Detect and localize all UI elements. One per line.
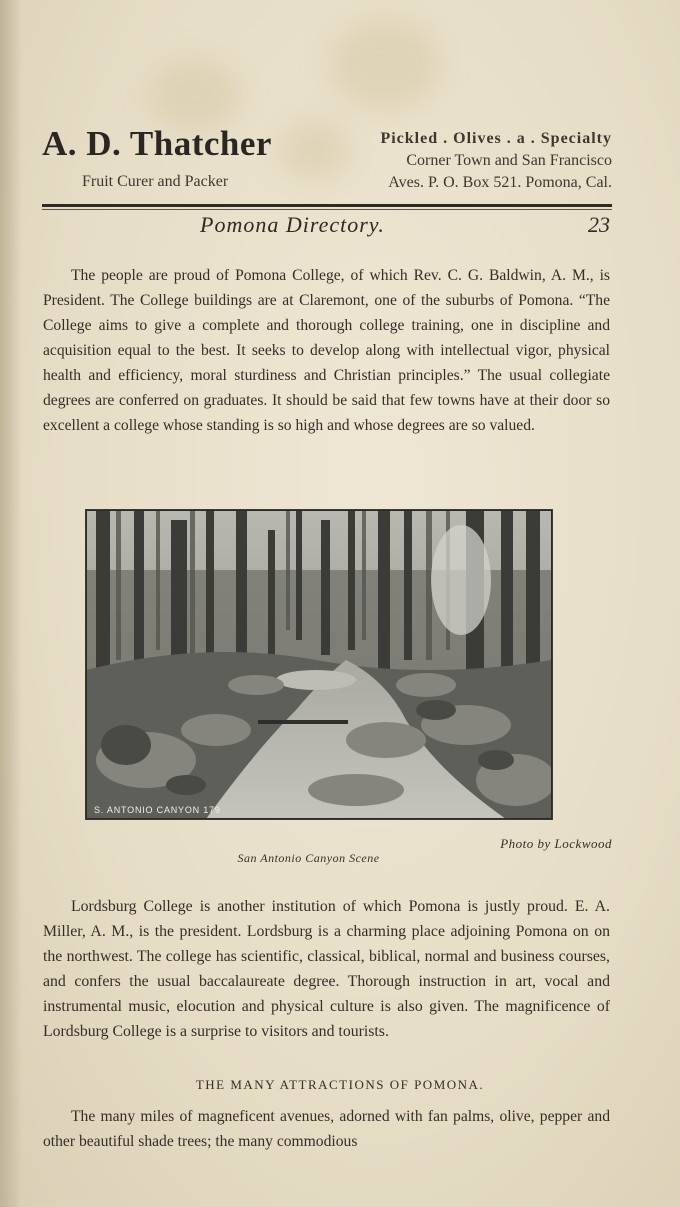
advertiser-address-line2: Aves. P. O. Box 521. Pomona, Cal. <box>388 174 612 191</box>
advertiser-details <box>380 128 612 194</box>
photo-caption: San Antonio Canyon Scene <box>237 851 380 865</box>
running-title: Pomona Directory. <box>200 212 385 237</box>
thatcher-advertisement <box>42 122 612 202</box>
header-rule <box>42 204 612 207</box>
advertiser-specialty: Pickled . Olives . a . Specialty <box>380 130 612 147</box>
paper-stain <box>150 60 240 130</box>
college-intro-paragraph: The people are proud of Pomona College, of which Rev. C. G. Baldwin, A. M., is President. The College buildings are at Claremont, one of the suburbs of Pomona. “The College aims to give a complete and thorough college training, one in discipline and acquisition equal to the best. It seeks to develop along with intellectual vigor, physical health and efficiency, moral sturdiness and Christian principles.” The usual collegiate degrees are conferred on graduates. It should be said that few towns have at their door so excellent a college whose standing is so high and whose degrees are so valued. <box>43 267 610 434</box>
photo-stamp: S. ANTONIO CANYON 179 <box>94 805 221 815</box>
lordsburg-paragraph: Lordsburg College is another institution of which Pomona is justly proud. E. A. Miller, A. M., is the president. Lordsburg is a charming place adjoining Pomona on on the northwest. The college has scientific, classical, biblical, normal and business courses, and confers the usual baccalaureate degree. Thorough instruction in art, vocal and instrumental music, elocution and physical culture is also given. The magnificence of Lordsburg College is a surprise to visitors and tourists. <box>43 898 610 1040</box>
canyon-photo-illustration <box>86 510 552 819</box>
page-gutter-shadow <box>0 0 22 1207</box>
advertiser-name: A. D. Thatcher <box>42 124 272 163</box>
header-rule-thin <box>42 209 612 210</box>
advertiser-address-line1: Corner Town and San Francisco <box>406 152 612 169</box>
advertiser-subtitle: Fruit Curer and Packer <box>82 173 229 190</box>
paper-stain <box>330 20 440 110</box>
section-heading: THE MANY ATTRACTIONS OF POMONA. <box>195 1077 485 1092</box>
page-number: 23 <box>588 212 610 237</box>
canyon-photograph <box>86 510 552 819</box>
photo-credit: Photo by Lockwood <box>500 836 612 851</box>
attractions-paragraph: The many miles of magneficent avenues, adorned with fan palms, olive, pepper and other beautiful shade trees; the many commodious <box>43 1108 610 1150</box>
